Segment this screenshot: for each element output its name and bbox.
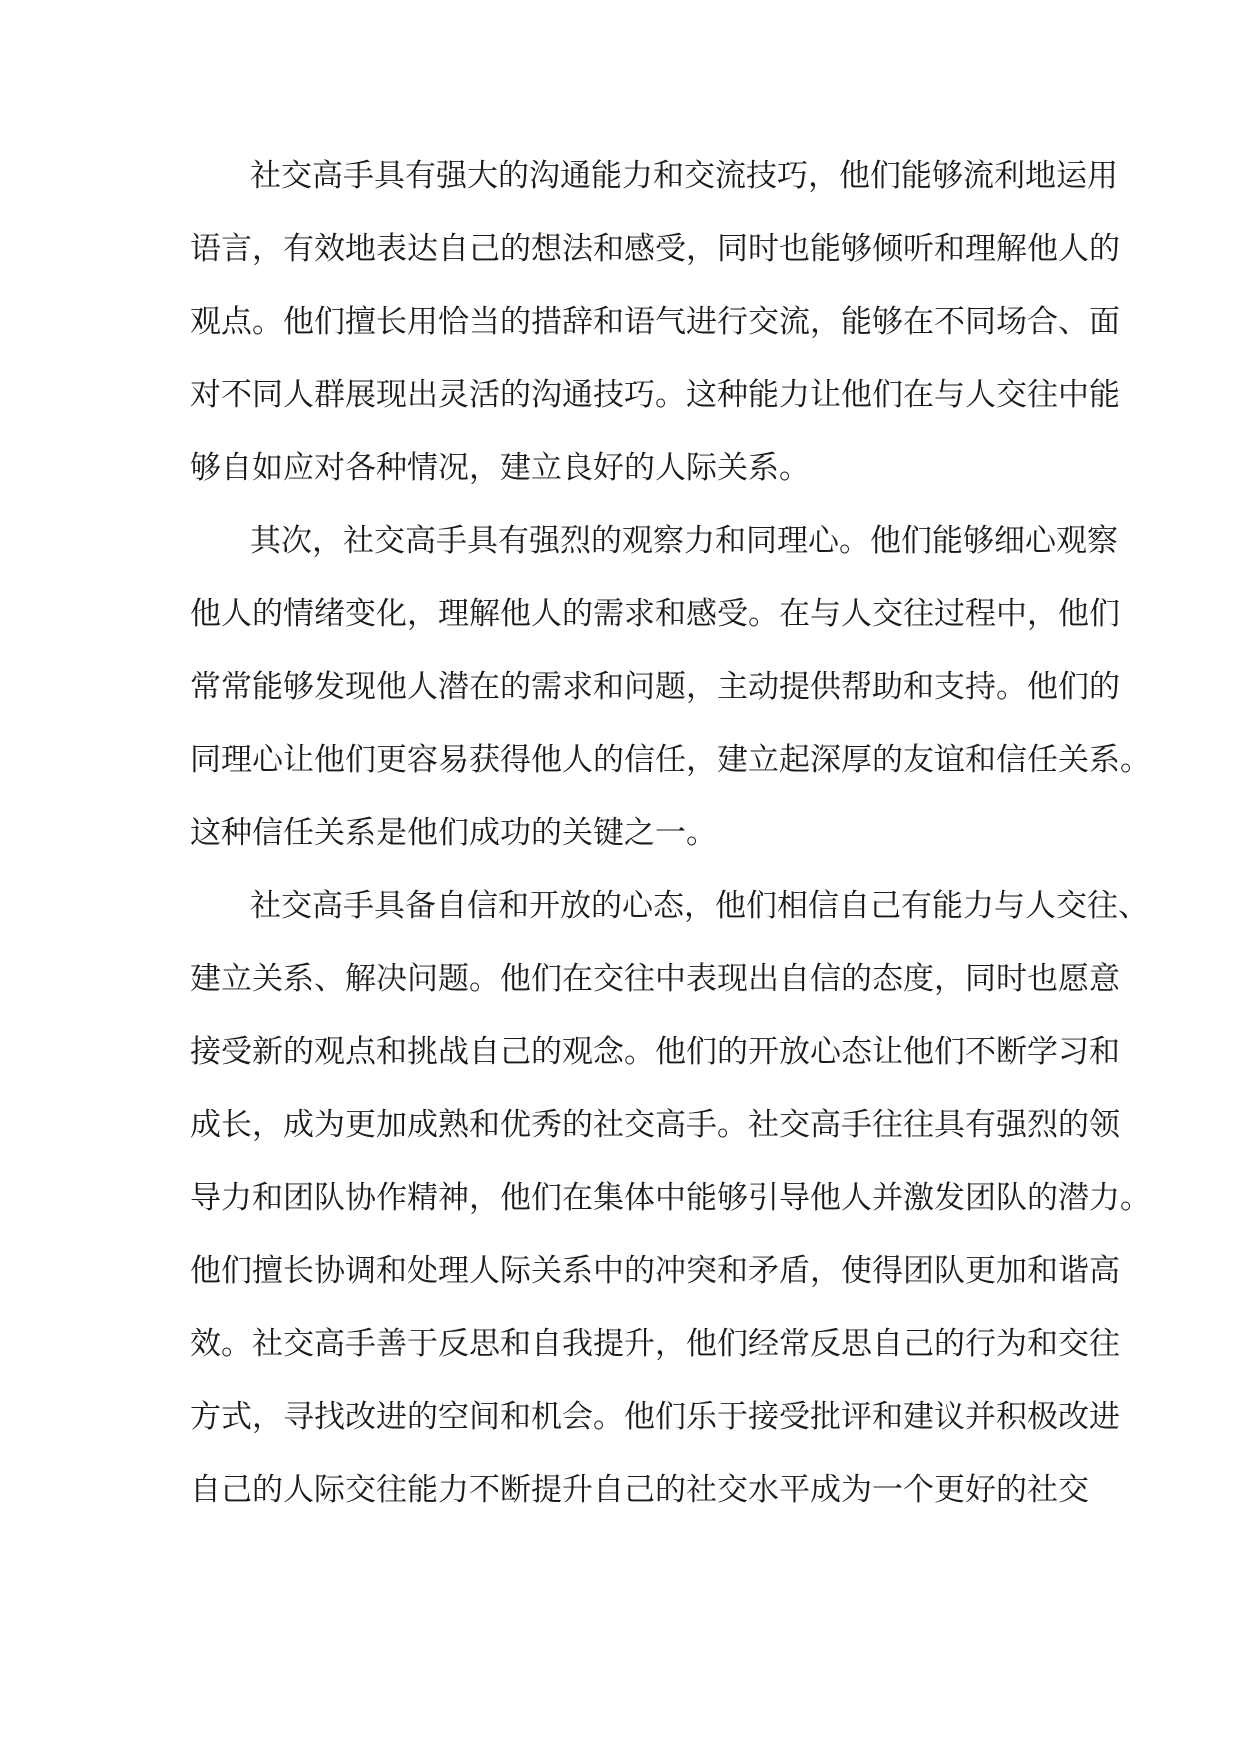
text-line: 效。社交高手善于反思和自我提升，他们经常反思自己的行为和交往	[190, 1326, 1120, 1362]
text-line: 社交高手具备自信和开放的心态，他们相信自己有能力与人交往、	[250, 888, 1149, 924]
text-line: 同理心让他们更容易获得他人的信任，建立起深厚的友谊和信任关系。	[190, 742, 1151, 778]
text-line: 导力和团队协作精神，他们在集体中能够引导他人并激发团队的潜力。	[190, 1180, 1151, 1216]
text-line: 社交高手具有强大的沟通能力和交流技巧，他们能够流利地运用	[250, 158, 1118, 194]
text-line: 他人的情绪变化，理解他人的需求和感受。在与人交往过程中，他们	[190, 596, 1120, 632]
text-line: 方式，寻找改进的空间和机会。他们乐于接受批评和建议并积极改进	[190, 1399, 1120, 1435]
text-line: 够自如应对各种情况，建立良好的人际关系。	[190, 450, 810, 486]
paragraph	[190, 140, 1120, 505]
text-line: 对不同人群展现出灵活的沟通技巧。这种能力让他们在与人交往中能	[190, 377, 1120, 413]
text-line: 语言，有效地表达自己的想法和感受，同时也能够倾听和理解他人的	[190, 231, 1120, 267]
paragraph	[190, 870, 1151, 1527]
paragraph	[190, 505, 1151, 870]
text-line: 观点。他们擅长用恰当的措辞和语气进行交流，能够在不同场合、面	[190, 304, 1120, 340]
text-line: 他们擅长协调和处理人际关系中的冲突和矛盾，使得团队更加和谐高	[190, 1253, 1120, 1289]
text-line: 接受新的观点和挑战自己的观念。他们的开放心态让他们不断学习和	[190, 1034, 1120, 1070]
body-text	[190, 140, 1151, 1527]
text-line: 其次，社交高手具有强烈的观察力和同理心。他们能够细心观察	[250, 523, 1118, 559]
text-line: 建立关系、解决问题。他们在交往中表现出自信的态度，同时也愿意	[190, 961, 1120, 997]
text-line: 成长，成为更加成熟和优秀的社交高手。社交高手往往具有强烈的领	[190, 1107, 1120, 1143]
text-line: 这种信任关系是他们成功的关键之一。	[190, 815, 717, 851]
text-line: 自己的人际交往能力不断提升自己的社交水平成为一个更好的社交	[190, 1472, 1089, 1508]
text-line: 常常能够发现他人潜在的需求和问题，主动提供帮助和支持。他们的	[190, 669, 1120, 705]
